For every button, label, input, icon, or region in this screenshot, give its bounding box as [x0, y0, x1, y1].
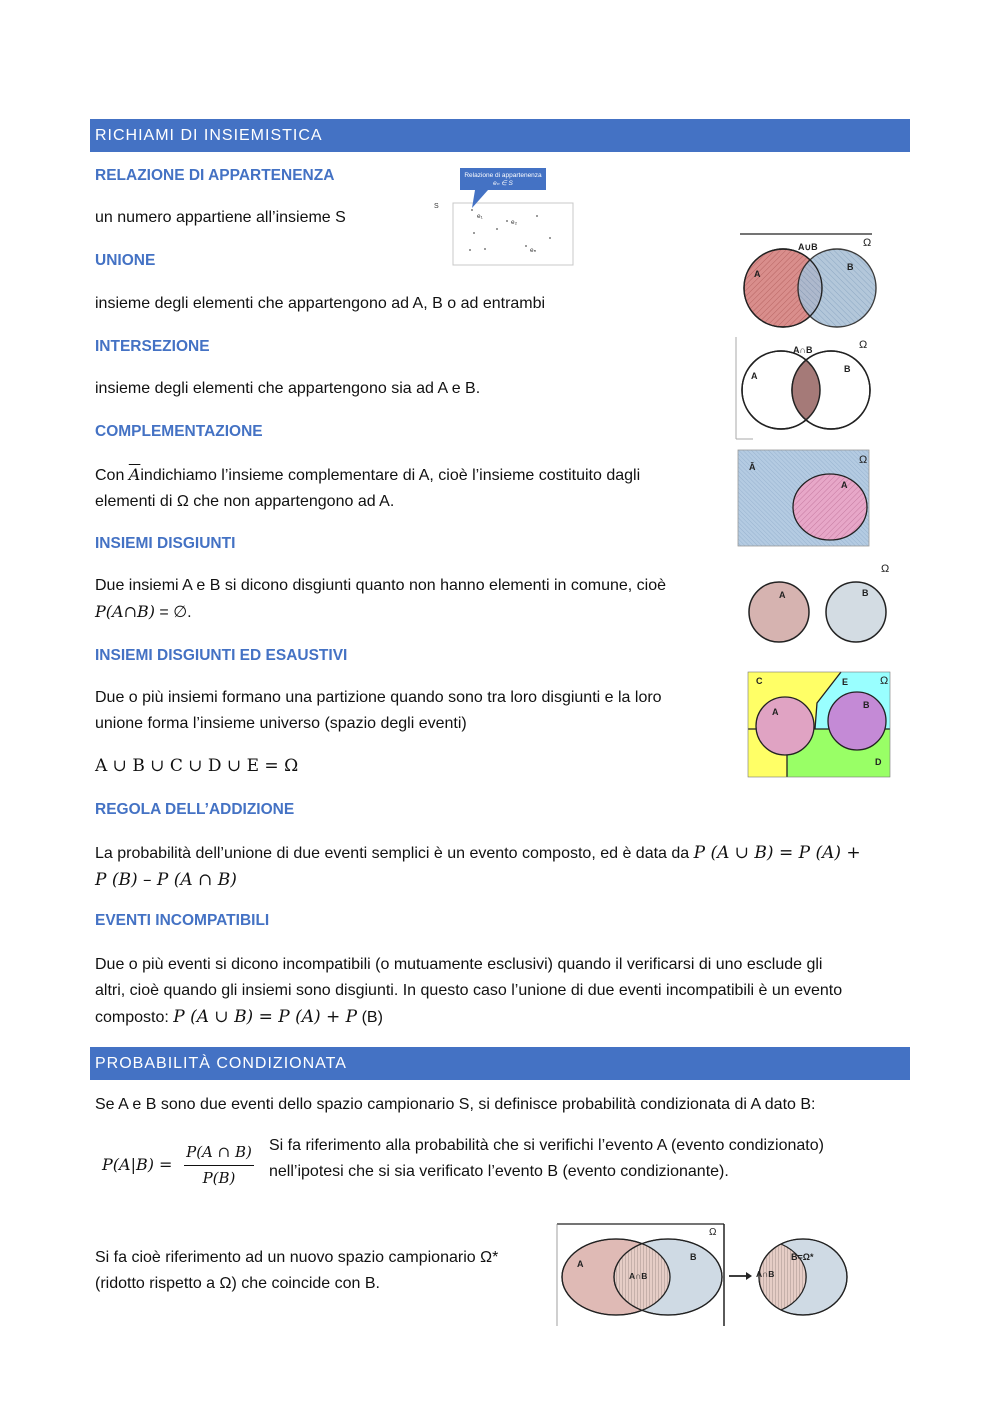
- membership-e2: e₂: [511, 219, 518, 226]
- text-appartenenza: un numero appartiene all’insieme S: [95, 209, 346, 226]
- disjoint-label-a: A: [779, 590, 786, 600]
- conditional-label-b2: B=Ω*: [791, 1252, 814, 1262]
- conditional-omega: Ω: [709, 1227, 717, 1238]
- intersection-omega: Ω: [859, 339, 868, 351]
- section-banner-insiemistica: RICHIAMI DI INSIEMISTICA: [90, 119, 910, 152]
- figure-intersection: [735, 335, 885, 441]
- section-banner-condizionata: PROBABILITÀ CONDIZIONATA: [90, 1047, 910, 1080]
- text-incompatibili-line3: composto:: [95, 1009, 174, 1026]
- partition-circle-a: [756, 697, 814, 755]
- conditional-label-a: A: [577, 1259, 584, 1269]
- text-condizionata-rid1: Si fa cioè riferimento ad un nuovo spazio campionario Ω*: [95, 1249, 499, 1266]
- partition-label-c: C: [756, 676, 763, 686]
- membership-en: eₙ: [530, 247, 537, 254]
- text-incompatibili-line2: altri, cioè quando gli insiemi sono disgiunti. In questo caso l’unione di due eventi incompatibili è un evento: [95, 982, 843, 999]
- partition-label-b: B: [863, 700, 870, 710]
- text-disgiunti: [95, 573, 715, 626]
- formula-incompatibili-tail: (B): [357, 1009, 383, 1026]
- heading-unione: UNIONE: [95, 252, 156, 269]
- heading-disgiunti: INSIEMI DISGIUNTI: [95, 535, 236, 552]
- text-incompatibili-line1: Due o più eventi si dicono incompatibili (o mutuamente esclusivi) quando il verificarsi di uno esclude gli: [95, 956, 823, 973]
- complement-omega: Ω: [859, 454, 868, 466]
- text-intersezione: insieme degli elementi che appartengono sia ad A e B.: [95, 380, 481, 397]
- complement-label-abar: Ā: [749, 462, 756, 472]
- text-esaustivi-line1: Due o più insiemi formano una partizione quando sono tra loro disgiunti e la loro: [95, 689, 662, 706]
- text-disgiunti-line1: Due insiemi A e B si dicono disgiunti quanto non hanno elementi in comune, cioè: [95, 577, 667, 594]
- partition-label-a: A: [772, 707, 779, 717]
- formula-condizionata-lhs: P(A|B) =: [102, 1155, 173, 1174]
- formula-condizionata-numerator: P(A ∩ B): [186, 1143, 252, 1161]
- conditional-arrow-head: [746, 1272, 752, 1280]
- membership-callout-title: Relazione di appartenenza: [464, 172, 542, 179]
- figure-union: [736, 232, 886, 332]
- membership-set-label: S: [434, 203, 439, 210]
- intersection-label-a: A: [751, 371, 758, 381]
- text-condizionata-desc2: nell’ipotesi che si sia verificato l’evento B (evento condizionante).: [269, 1163, 729, 1180]
- formula-incompatibili: P (A ∪ B) = P (A) + P: [173, 1007, 358, 1027]
- text-condizionata-desc: [269, 1133, 889, 1185]
- heading-intersezione: INTERSEZIONE: [95, 338, 210, 355]
- conditional-label-ab: A∩B: [629, 1271, 648, 1281]
- disjoint-omega: Ω: [881, 563, 890, 575]
- conditional-label-ab2: A∩B: [756, 1269, 775, 1279]
- formula-disgiunti: P(A∩B): [95, 602, 155, 621]
- heading-addizione: REGOLA DELL’ADDIZIONE: [95, 801, 295, 818]
- membership-e1: e₁: [477, 213, 483, 220]
- text-addizione: [95, 840, 915, 894]
- heading-esaustivi: INSIEMI DISGIUNTI ED ESAUSTIVI: [95, 647, 348, 664]
- membership-callout-formula: eₙ ∈ S: [493, 180, 513, 187]
- text-unione: insieme degli elementi che appartengono ad A, B o ad entrambi: [95, 295, 546, 312]
- conditional-label-b: B: [690, 1252, 697, 1262]
- formula-disgiunti-equals: = ∅.: [154, 604, 192, 621]
- partition-omega: Ω: [880, 675, 889, 687]
- text-complementazione-line2: elementi di Ω che non appartengono ad A.: [95, 493, 395, 510]
- formula-condizionata-denominator: P(B): [202, 1169, 236, 1187]
- text-complementazione-part2: indichiamo l’insieme complementare di A, cioè l’insieme costituito dagli: [140, 467, 641, 484]
- intersection-label-b: B: [844, 364, 851, 374]
- text-esaustivi-line2: unione forma l’insieme universo (spazio degli eventi): [95, 715, 467, 732]
- a-bar-symbol: $\overline{A}$: [128, 465, 141, 484]
- text-incompatibili: [95, 952, 915, 1031]
- disjoint-label-b: B: [862, 588, 869, 598]
- heading-appartenenza: RELAZIONE DI APPARTENENZA: [95, 167, 335, 184]
- heading-complementazione: COMPLEMENTAZIONE: [95, 423, 263, 440]
- text-complementazione-part1: Con: [95, 467, 129, 484]
- figure-membership: [430, 166, 590, 266]
- union-omega: Ω: [863, 237, 872, 249]
- membership-set-box: [453, 203, 573, 265]
- complement-label-a: A: [841, 480, 848, 490]
- figure-disjoint: [745, 560, 905, 650]
- formula-addizione-part2: P (B) – P (A ∩ B): [95, 870, 237, 890]
- figure-partition: [747, 671, 893, 779]
- union-label-b: B: [847, 262, 854, 272]
- text-addizione-line1: La probabilità dell’unione di due eventi semplici è un evento composto, ed è data da: [95, 845, 694, 862]
- text-condizionata-desc1: Si fa riferimento alla probabilità che si verifichi l’evento A (evento condizionato): [269, 1137, 824, 1154]
- text-condizionata-ridotto: [95, 1245, 555, 1297]
- partition-label-d: D: [875, 757, 882, 767]
- fraction-bar: [184, 1165, 254, 1166]
- figure-complement: [737, 449, 877, 549]
- text-complementazione: [95, 462, 715, 515]
- formula-partizione: A ∪ B ∪ C ∪ D ∪ E = Ω: [95, 756, 299, 776]
- union-circle-b: [798, 249, 876, 327]
- formula-addizione-part1: P (A ∪ B) = P (A) +: [693, 843, 861, 863]
- text-condizionata-intro: Se A e B sono due eventi dello spazio campionario S, si definisce probabilità condizionata di A dato B:: [95, 1096, 816, 1113]
- intersection-label: A∩B: [793, 345, 813, 355]
- union-label-a: A: [754, 269, 761, 279]
- figure-conditional: [556, 1222, 856, 1328]
- partition-label-e: E: [842, 677, 849, 687]
- heading-incompatibili: EVENTI INCOMPATIBILI: [95, 912, 270, 929]
- partition-circle-b: [828, 692, 886, 750]
- formula-condizionata: [102, 1140, 262, 1192]
- disjoint-circle-b: [826, 582, 886, 642]
- union-label: A∪B: [798, 242, 818, 252]
- text-condizionata-rid2: (ridotto rispetto a Ω) che coincide con B.: [95, 1275, 380, 1292]
- text-esaustivi: [95, 685, 715, 737]
- complement-set-a: [793, 474, 867, 540]
